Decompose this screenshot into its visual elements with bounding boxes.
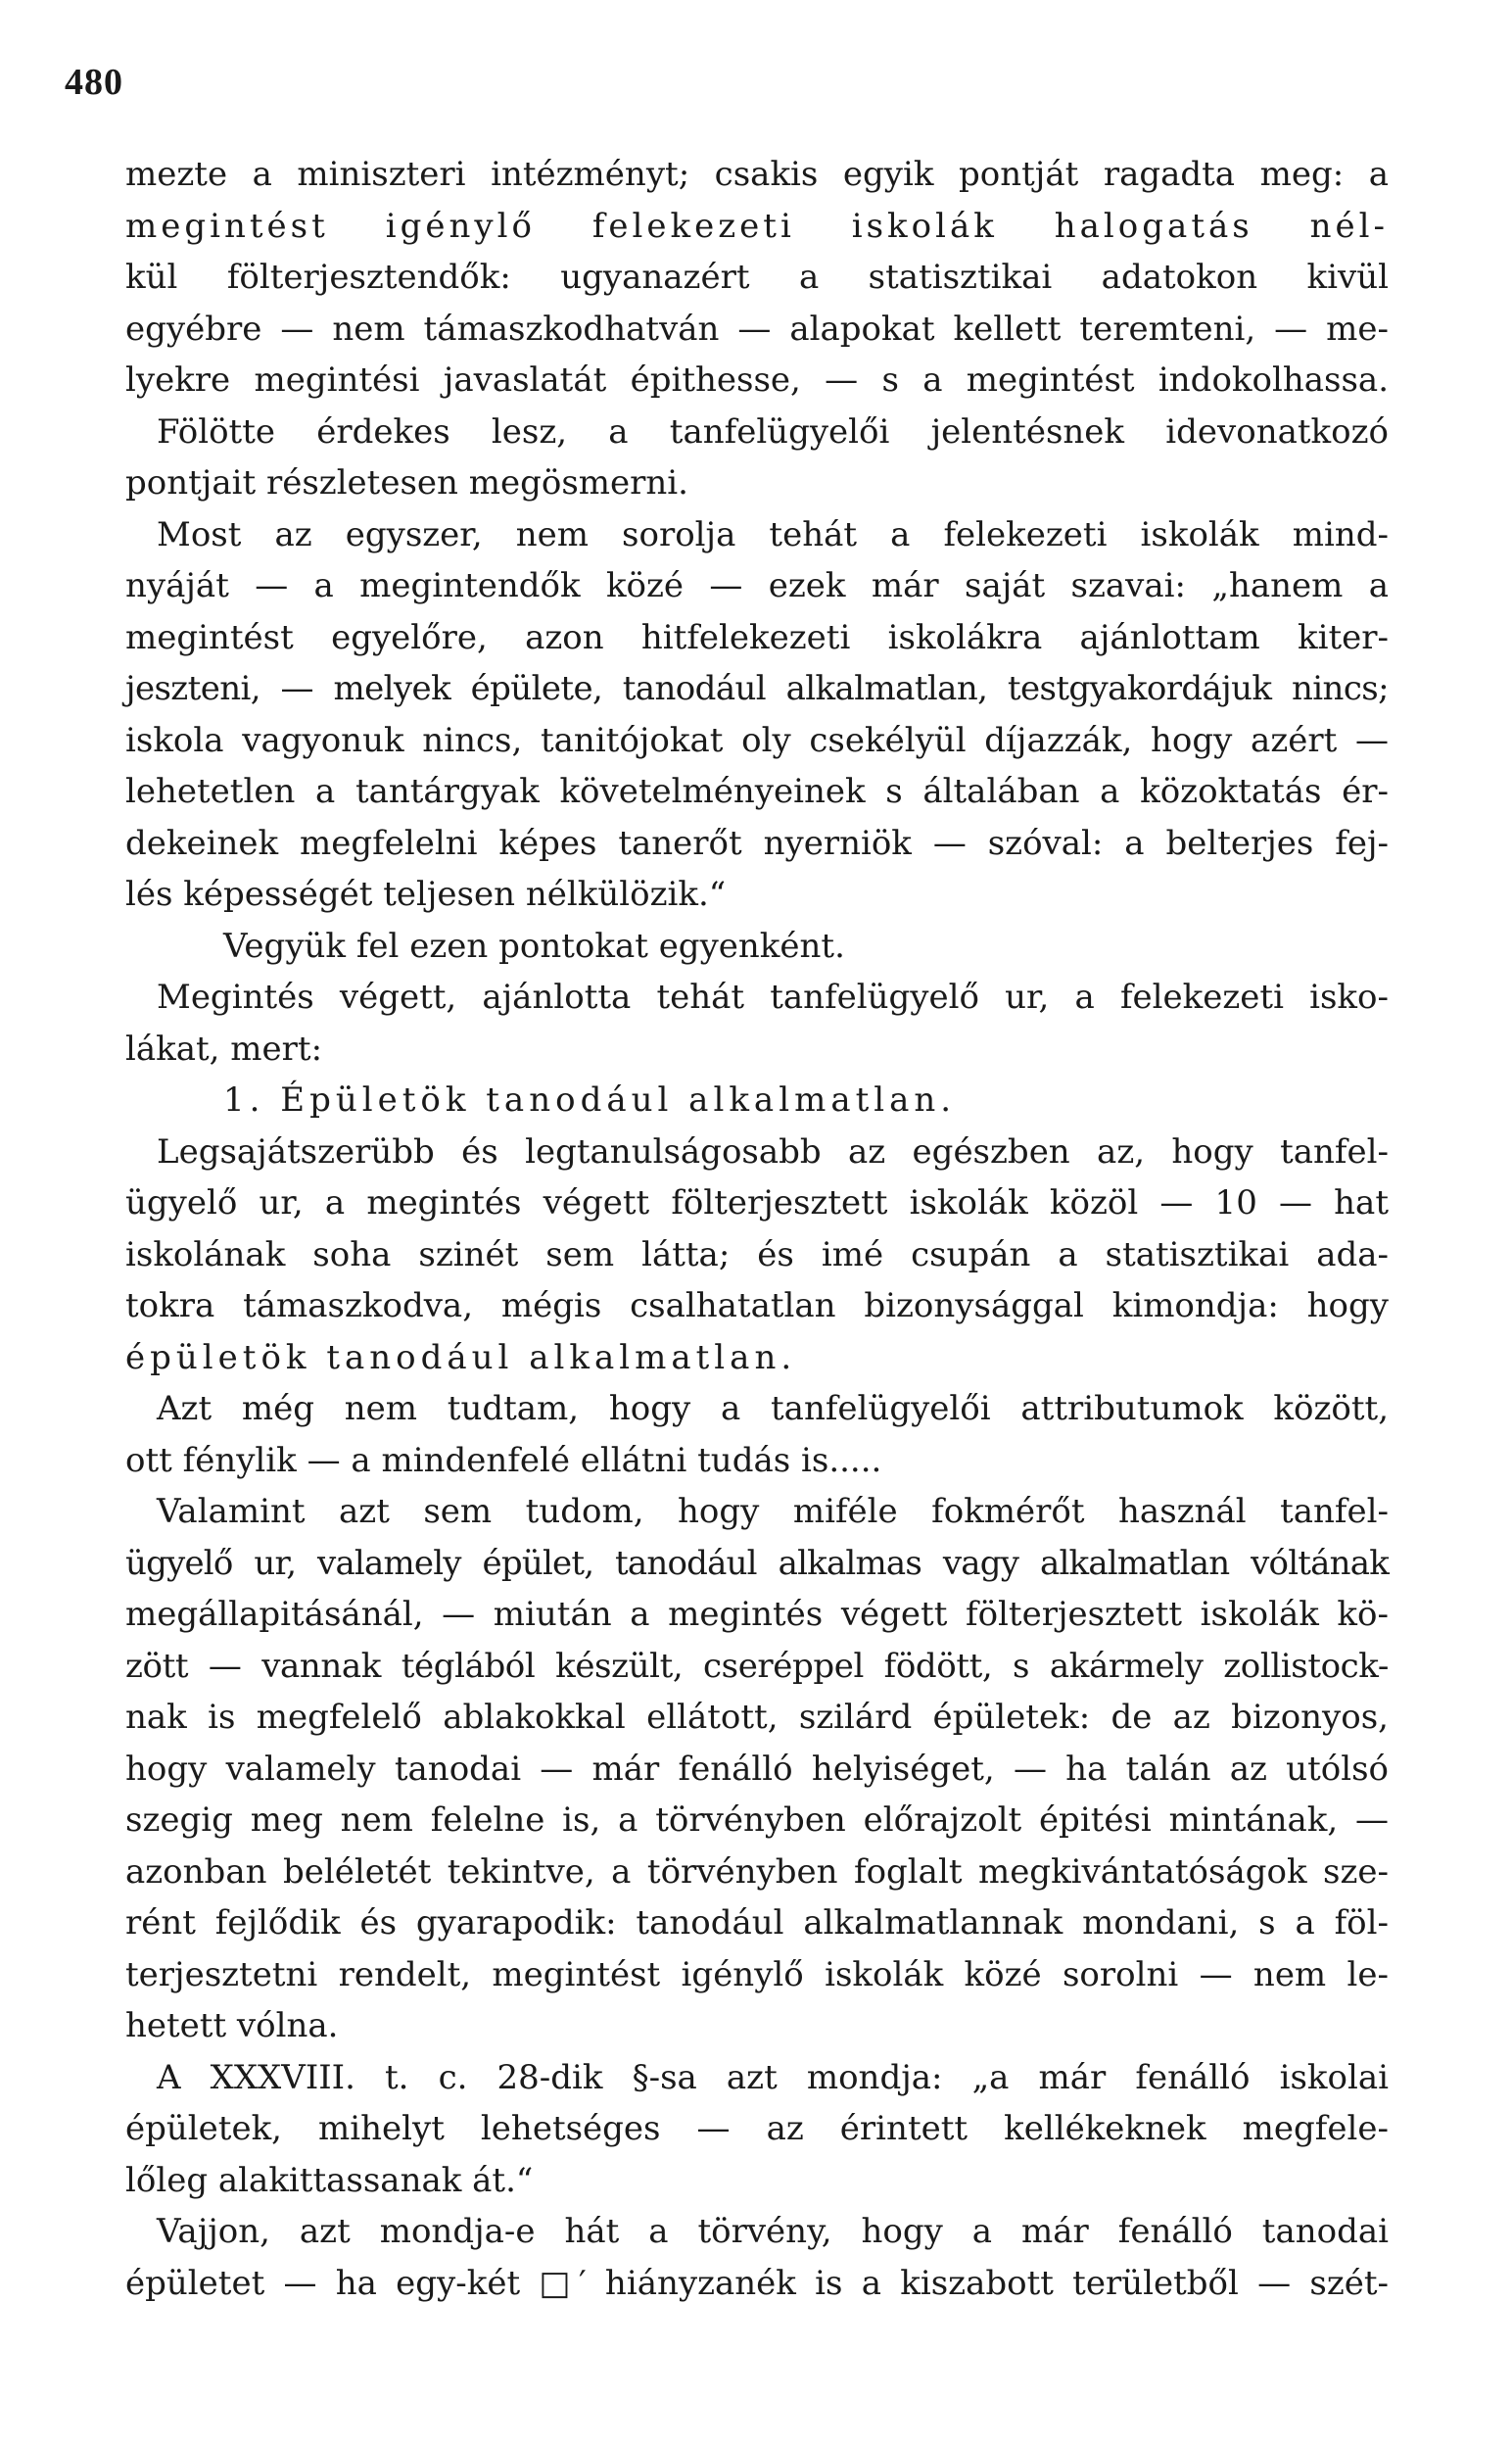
text-line: nak is megfelelő ablakokkal ellátott, szilárd épületek: de az bizonyos, (125, 1698, 1389, 1737)
text-line: kül fölterjesztendők: ugyanazért a statisztikai adatokon kivül (125, 258, 1389, 297)
text-line: ügyelő ur, a megintés végett fölterjesztett iskolák közöl — 10 — hat (125, 1183, 1389, 1223)
text-line: jeszteni, — melyek épülete, tanodául alkalmatlan, testgyakordájuk nincs; (125, 669, 1389, 708)
text-line: nyáját — a megintendők közé — ezek már saját szavai: „hanem a (125, 566, 1389, 605)
text-line: Valamint azt sem tudom, hogy miféle fokmérőt használ tanfel- (157, 1492, 1389, 1531)
text-line: lés képességét teljesen nélkülözik.“ (125, 875, 727, 914)
text-line: Vegyük fel ezen pontokat egyenként. (223, 927, 845, 966)
text-line: hogy valamely tanodai — már fenálló helyiséget, — ha talán az utólsó (125, 1750, 1389, 1789)
text-line: épületök tanodául alkalmatlan. (125, 1338, 797, 1377)
text-line: ügyelő ur, valamely épület, tanodául alkalmas vagy alkalmatlan vóltának (125, 1544, 1389, 1583)
text-line: Megintés végett, ajánlotta tehát tanfelügyelő ur, a felekezeti isko- (157, 978, 1389, 1017)
text-line: lehetetlen a tantárgyak követelményeinek s általában a közoktatás ér- (125, 772, 1389, 811)
text-line: azonban beléletét tekintve, a törvényben foglalt megkivántatóságok sze- (125, 1852, 1389, 1892)
text-line: rént fejlődik és gyarapodik: tanodául alkalmatlannak mondani, s a föl- (125, 1903, 1389, 1942)
text-line: megállapitásánál, — miután a megintés végett fölterjesztett iskolák kö- (125, 1595, 1389, 1634)
text-line: lákat, mert: (125, 1030, 323, 1069)
text-line: lyekre megintési javaslatát épithesse, — s a megintést indokolhassa. (125, 360, 1389, 400)
text-line: Azt még nem tudtam, hogy a tanfelügyelői attributumok között, (157, 1389, 1389, 1428)
text-line: szegig meg nem felelne is, a törvényben előrajzolt épitési mintának, — (125, 1800, 1389, 1840)
text-line: iskolának soha szinét sem látta; és imé csupán a statisztikai ada- (125, 1235, 1389, 1274)
text-line: Legsajátszerübb és legtanulságosabb az egészben az, hogy tanfel- (157, 1132, 1389, 1172)
text-line: pontjait részletesen megösmerni. (125, 463, 688, 503)
text-line: A XXXVIII. t. c. 28-dik §-sa azt mondja: „a már fenálló iskolai (157, 2058, 1389, 2097)
text-line: Vajjon, azt mondja-e hát a törvény, hogy a már fenálló tanodai (157, 2212, 1389, 2251)
text-line: zött — vannak téglából készült, cseréppel födött, s akármely zollistock- (125, 1647, 1389, 1686)
text-line: épületek, mihelyt lehetséges — az érintett kellékeknek megfele- (125, 2109, 1389, 2148)
text-line: épületet — ha egy-két □′ hiányzanék is a kiszabott területből — szét- (125, 2264, 1389, 2303)
text-line: tokra támaszkodva, mégis csalhatatlan bizonysággal kimondja: hogy (125, 1286, 1389, 1325)
text-line: hetett vólna. (125, 2006, 339, 2045)
text-line: dekeinek megfelelni képes tanerőt nyerniök — szóval: a belterjes fej- (125, 824, 1389, 863)
page-number: 480 (65, 62, 123, 103)
text-line: megintést egyelőre, azon hitfelekezeti iskolákra ajánlottam kiter- (125, 618, 1389, 657)
section-heading: 1. Épületök tanodául alkalmatlan. (223, 1080, 957, 1120)
text-line: iskola vagyonuk nincs, tanitójokat oly csekélyül díjazzák, hogy azért — (125, 721, 1389, 760)
text-line: ott fénylik — a mindenfelé ellátni tudás is..... (125, 1441, 882, 1480)
text-line: egyébre — nem támaszkodhatván — alapokat kellett teremteni, — me- (125, 310, 1389, 349)
text-line: Fölötte érdekes lesz, a tanfelügyelői jelentésnek idevonatkozó (157, 412, 1389, 452)
text-line: Most az egyszer, nem sorolja tehát a felekezeti iskolák mind- (157, 515, 1389, 554)
text-line: lőleg alakittassanak át.“ (125, 2161, 534, 2200)
text-line: mezte a miniszteri intézményt; csakis egyik pontját ragadta meg: a (125, 155, 1389, 194)
text-line: megintést igénylő felekezeti iskolák halogatás nél- (125, 207, 1389, 246)
text-line: terjesztetni rendelt, megintést igénylő iskolák közé sorolni — nem le- (125, 1955, 1389, 1994)
